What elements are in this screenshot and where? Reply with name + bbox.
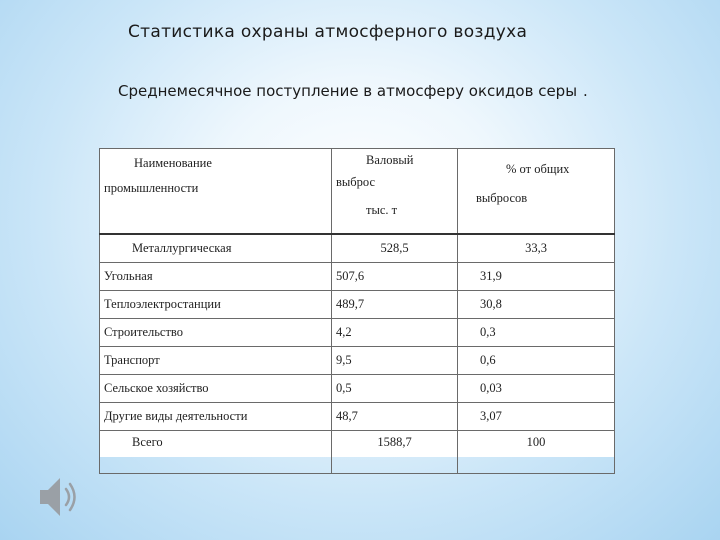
header-industry	[100, 149, 332, 235]
table-row	[100, 263, 615, 291]
row-value: 48,7	[332, 403, 458, 431]
row-percent: 0,03	[458, 375, 615, 403]
total-percent: 100	[458, 431, 615, 474]
table-header-row	[100, 149, 615, 235]
row-name: Транспорт	[100, 347, 332, 375]
header-emission-line3: тыс. т	[366, 203, 398, 217]
table-row	[100, 347, 615, 375]
subtitle-text: Среднемесячное поступление в атмосферу оксидов серы	[118, 82, 578, 100]
table-row	[100, 375, 615, 403]
row-percent: 33,3	[458, 234, 615, 263]
table-row	[100, 319, 615, 347]
row-name: Другие виды деятельности	[100, 403, 332, 431]
row-value: 507,6	[332, 263, 458, 291]
table-row	[100, 291, 615, 319]
slide-title: Статистика охраны атмосферного воздуха	[128, 22, 528, 42]
slide-subtitle	[118, 82, 588, 100]
table-total-row	[100, 431, 615, 474]
row-value: 528,5	[332, 234, 458, 263]
header-percent	[458, 149, 615, 235]
row-percent: 31,9	[458, 263, 615, 291]
row-name: Теплоэлектростанции	[100, 291, 332, 319]
row-value: 0,5	[332, 375, 458, 403]
row-value: 489,7	[332, 291, 458, 319]
row-value: 9,5	[332, 347, 458, 375]
row-percent: 30,8	[458, 291, 615, 319]
row-name: Строительство	[100, 319, 332, 347]
subtitle-mark: .	[583, 82, 588, 100]
emissions-table-container	[99, 148, 614, 457]
header-emission-line1: Валовый	[366, 153, 414, 167]
row-name: Металлургическая	[100, 234, 332, 263]
row-name: Угольная	[100, 263, 332, 291]
header-emission-line2: выброс	[336, 175, 376, 189]
row-name: Сельское хозяйство	[100, 375, 332, 403]
row-percent: 3,07	[458, 403, 615, 431]
total-name: Всего	[100, 431, 332, 474]
emissions-table	[99, 148, 615, 474]
table-row	[100, 403, 615, 431]
header-industry-line1: Наименование	[134, 156, 212, 170]
header-percent-line2: выбросов	[476, 191, 528, 205]
row-value: 4,2	[332, 319, 458, 347]
header-emission	[332, 149, 458, 235]
row-percent: 0,3	[458, 319, 615, 347]
header-percent-line1: % от общих	[506, 162, 570, 176]
header-industry-line2: промышленности	[104, 181, 199, 195]
row-percent: 0,6	[458, 347, 615, 375]
speaker-icon[interactable]	[36, 472, 84, 522]
total-value: 1588,7	[332, 431, 458, 474]
table-row	[100, 234, 615, 263]
